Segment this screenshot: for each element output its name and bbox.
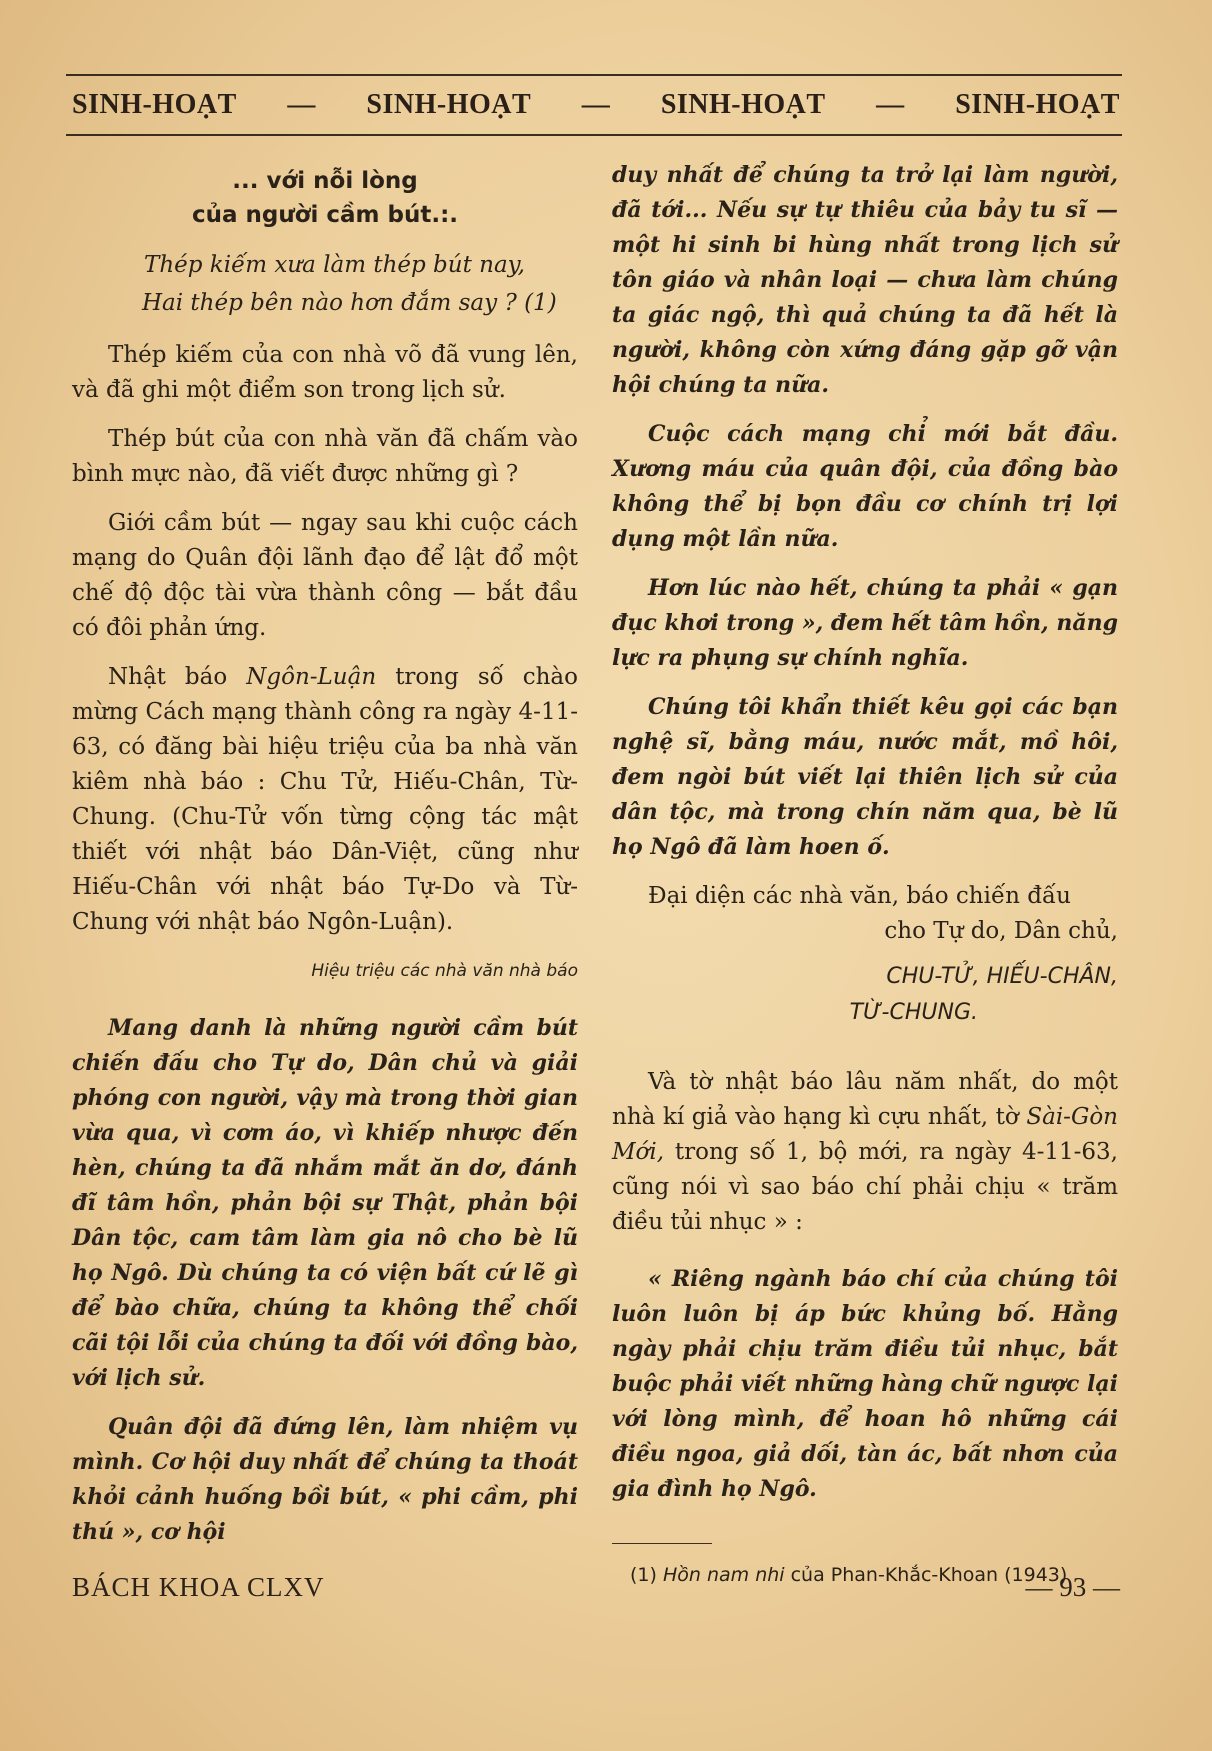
page-number: — 93 — [1025,1572,1120,1602]
quoted-paragraph: Mang danh là những người cầm bút chiến đấu cho Tự do, Dân chủ và giải phóng con người, vậy mà trong thời gian vừa qua, vì cơm áo, vì khiếp nhược đến hèn, chúng ta đã nhắm mắt ăn dơ, đánh đĩ tâm hồn, phản bội sự Thật, phản bội Dân tộc, cam tâm làm gia nô cho bè lũ họ Ngô. Dù chúng ta có viện bất cứ lẽ gì để bào chữa, chúng ta không thể chối cãi tội lỗi của chúng ta đối với đồng bào, với lịch sử. [72,1015,578,1391]
newspaper-name: Ngôn-Luận [246,664,377,690]
right-column [612,158,1118,1593]
paragraph-text: trong số chào mừng Cách mạng thành công ra ngày 4-11-63, có đăng bài hiệu triệu của ba nhà văn kiêm nhà báo : Chu Tử, Hiếu-Chân, Từ-Chung. (Chu-Tử vốn từng cộng tác mật thiết với nhật báo Dân-Việt, cũng như Hiếu-Chân với nhật báo Tự-Do và Từ-Chung với nhật báo Ngôn-Luận). [72,664,578,935]
footnote-text: của Phan-Khắc-Khoan (1943) [790,1564,1068,1586]
footnote-rule [612,1543,712,1544]
paragraph: Giới cầm bút — ngay sau khi cuộc cách mạng do Quân đội lãnh đạo để lật đổ một chế độ độc tài vừa thành công — bắt đầu có đôi phản ứng. [72,510,578,641]
subtitle-line: ... với nỗi lòng [232,168,418,194]
footnote-title: Hồn nam nhi [662,1564,785,1586]
paragraph-text: trong số 1, bộ mới, ra ngày 4-11-63, cũng nói vì sao báo chí phải chịu « trăm điều tủi nhục » : [612,1139,1118,1235]
quoted-paragraph: « Riêng ngành báo chí của chúng tôi luôn luôn bị áp bức khủng bố. Hằng ngày phải chịu trăm điều tủi nhục, bắt buộc phải viết những hàng chữ ngược lại với lòng mình, để hoan hô những cái điều ngoa, giả dối, tàn ác, bất nhơn của gia đình họ Ngô. [612,1266,1118,1502]
signature-intro [612,879,1118,949]
header-separator: — [876,89,905,120]
quoted-paragraph: Quân đội đã đứng lên, làm nhiệm vụ mình. Cơ hội duy nhất để chúng ta thoát khỏi cảnh huống bồi bút, « phi cầm, phi thú », cơ hội [72,1414,578,1545]
paragraph: Thép kiếm của con nhà võ đã vung lên, và đã ghi một điểm son trong lịch sử. [72,342,578,403]
signer-names: TỪ-CHUNG. [849,1000,978,1025]
section-subtitle [72,164,578,232]
footnote-number: (1) [630,1564,657,1586]
header-item: SINH-HOẠT [955,89,1120,120]
signature-line: Đại diện các nhà văn, báo chiến đấu [648,883,1071,909]
quoted-paragraph: Chúng tôi khẩn thiết kêu gọi các bạn nghệ sĩ, bằng máu, nước mắt, mồ hôi, đem ngòi bút viết lại thiên lịch sử của dân tộc, mà trong chín năm qua, bè lũ họ Ngô đã làm hoen ố. [612,694,1118,860]
newspaper-name: Sài-Gòn Mới, [612,1104,1118,1165]
signature-line: cho Tự do, Dân chủ, [884,918,1118,944]
paragraph-text: Nhật báo [108,664,228,690]
signers [612,959,1118,1031]
quoted-paragraph: Cuộc cách mạng chỉ mới bắt đầu. Xương máu của quân đội, của đồng bào không thể bị bọn đầu cơ chính trị lợi dụng một lần nữa. [612,421,1118,552]
poem-line: Hai thép bên nào hơn đắm say ? (1) [142,290,557,316]
section-caption: Hiệu triệu các nhà văn nhà báo [311,961,578,981]
signer-names: CHU-TỬ, HIẾU-CHÂN, [886,964,1118,989]
paragraph-text: Và tờ nhật báo lâu năm nhất, do một nhà kí giả vào hạng kì cựu nhất, tờ [612,1069,1118,1130]
header-item: SINH-HOẠT [366,89,532,120]
header-item: SINH-HOẠT [660,89,826,120]
epigraph-poem [144,246,578,322]
header-item: SINH-HOẠT [72,89,237,120]
subtitle-line: của người cầm bút.:. [191,202,459,228]
header-rule-bottom [66,134,1122,136]
quoted-paragraph: duy nhất để chúng ta trở lại làm người, đã tới... Nếu sự tự thiêu của bảy tu sĩ — một hi sinh bi hùng nhất trong lịch sử tôn giáo và nhân loại — chưa làm chúng ta giác ngộ, thì quả chúng ta đã hết là người, không còn xứng đáng gặp gỡ vận hội chúng ta nữa. [612,162,1118,398]
left-column [72,158,578,1564]
paragraph [612,1065,1118,1240]
header-separator: — [581,89,611,120]
paragraph [72,660,578,940]
header-separator: — [287,89,316,120]
footer-publication: BÁCH KHOA CLXV [72,1572,325,1602]
header-rule-top [66,74,1122,76]
running-header [72,78,1120,132]
paragraph: Thép bút của con nhà văn đã chấm vào bình mực nào, đã viết được những gì ? [72,426,578,487]
quoted-paragraph: Hơn lúc nào hết, chúng ta phải « gạn đục khơi trong », đem hết tâm hồn, năng lực ra phụng sự chính nghĩa. [612,575,1118,671]
poem-line: Thép kiếm xưa làm thép bút nay, [144,252,525,278]
